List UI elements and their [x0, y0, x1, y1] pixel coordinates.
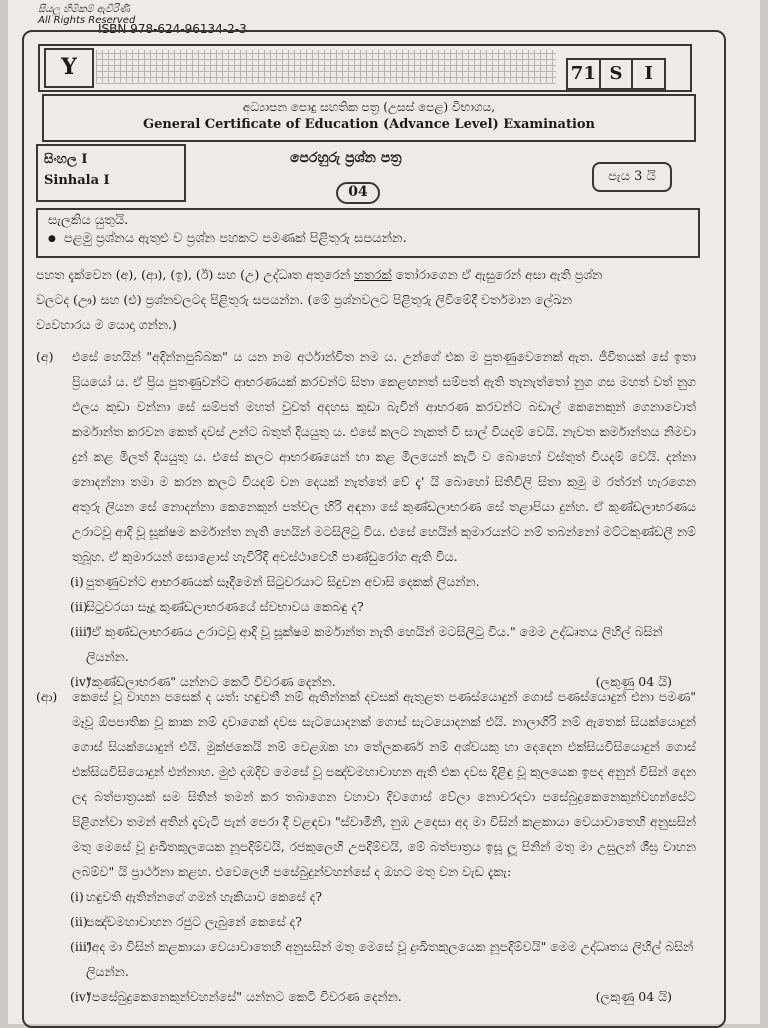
question-number: (ii) [70, 599, 88, 614]
question-item [36, 594, 696, 619]
subject-si: සිංහල I [44, 152, 88, 167]
question-item [36, 984, 696, 1009]
logo-icon: Y [44, 48, 94, 88]
question-text: "ඒ කුණ්ඩලාභරණය උරාටවූ ආදි වූ සූක්ෂම කර්මාන්ත නැති හෙයින් මටසිලිටු විය." මෙම උද්ධෘතය ලිහිල් බසින් ලියන්න. [86, 624, 663, 664]
instructions-line: ව්‍යවහාරය ම යොදා ගන්න.) [36, 317, 177, 332]
section-label: (අ) [36, 349, 54, 364]
exam-title-en: General Certificate of Education (Advance Level) Examination [142, 117, 596, 132]
duration: පැය 3 යි [592, 162, 672, 192]
question-number: (i) [70, 889, 84, 904]
subject-box [36, 144, 186, 202]
paper-number: 04 [336, 182, 380, 204]
exam-title-si: අධ්‍යාපන පොදු සහතික පත්‍ර (උසස් පෙළ) විභාගය, [242, 100, 496, 114]
question-number: (ii) [70, 914, 88, 929]
question-text: පුතණුවන්ට ආභරණයක් සෑදීමෙන් සිටුවරයාට සිදුවන අවාසි දෙකක් ලියන්න. [86, 574, 480, 589]
paper-code [566, 58, 666, 90]
question-text: පඤ්චමහාවාහන රජුට ලැබුනේ කෙසේ ද? [86, 914, 302, 929]
question-text: "කුණ්ඩලාභරණ" යන්නට කෙටි විවරණ දෙන්න. [86, 674, 336, 689]
question-number: (iii) [70, 624, 92, 639]
instructions-text: තෝරාගෙන ඒ ඇසුරෙන් අසා ඇති ප්‍රශ්න [391, 267, 603, 282]
question-number: (iii) [70, 939, 92, 954]
code-part: 71 [568, 60, 601, 88]
section-aa [36, 684, 696, 1009]
question-text: "අද මා විසින් කළකායා වෙයාවාතෙහි අනුසසින් මතු මෙසේ වූ දුඃඛිතකුලයෙක නූපදිම්වයි" මෙම උද්ධෘතය ලිහිල් බසින් ලියන්න. [86, 939, 694, 979]
question-item [36, 569, 696, 594]
copyright-en: All Rights Reserved [38, 15, 136, 26]
decorative-pattern [96, 50, 556, 84]
question-text: හඳුවති ඇතින්නගේ ගමන් හැකියාව කෙසේ ද? [86, 889, 323, 904]
question-number: (i) [70, 574, 84, 589]
question-text: සිටුවරයා සෑදූ කුණ්ඩලාභරණයේ ස්වභාවය කෙබඳු ද? [86, 599, 364, 614]
notes-text: පළමු ප්‍රශ්නය ඇතුළු ව ප්‍රශ්න පහකට පමණක් පිළිතුරු සපයන්න. [63, 231, 407, 246]
copyright-block [38, 4, 247, 36]
question-item [36, 909, 696, 934]
isbn: ISBN 978-624-96134-2-3 [98, 22, 247, 36]
question-text: "පසේබුදුකෙනෙකුන්වහන්සේ" යන්නට කෙටි විවරණ දෙන්න. [86, 989, 402, 1004]
question-number: (iv) [70, 674, 91, 689]
notes-line [48, 231, 698, 246]
section-label: (ආ) [36, 689, 58, 704]
subject-en: Sinhala I [44, 173, 110, 188]
instructions-line: වලටද (ඌ) සහ (එ) ප්‍රශ්නවලටද පිළිතුරු සපයන්න. (මේ ප්‍රශ්නවලට පිළිතුරු ලිවීමේදී වර්තමාන ලේඛන [36, 292, 573, 307]
instructions-emphasis: හතරක් [354, 267, 392, 282]
section-passage: එසේ හෙයින් "අදින්නපුබ්බක" ය යන නම අර්ථාන්විත නම ය. උන්ගේ එක ම පුතණුවෙනෙක් ඇත. ජීවිතයක් සේ ඉතා ප්‍රියයෝ ය. ඒ ප්‍රිය පුතණුවන්ට ආභරණයක් කරවන්ට සිතා කෙළඟනත් සම්පත් ඇති තැනැත්තෝ නුග ගස මහත් වත් නුග ඵලය කුඩා වන්නා සේ සම්පත් මහත් වුවත් අදහස කුඩා බැවින් ආභරණ කරවන්ට බඩාල් කෙනෙකුන් ගෙනාවොත් කර්මාන්ත කරවන කෙත් දවස් උන්ට බතුත් දියයුතු ය. එසේ කලට නැකත් වී සාල් වියදම් වෙයි. නැවත කර්මාන්තය නිමවා දුන් කළ මිලත් දියයුතු ය. එසේ කලට ආභරණයෙන් හා කළ මිලයෙන් කැටි ව බොහෝ වස්තුත් වියදම් වෙයි. දන්නා නොදන්නා තමා ම කරන කලට වියදම් වන දෙයක් නැත්තේ වේ දැ' යි බොහෝ සිතිවිලි සිතා කුමු ම රත්රන් හැරගෙන අතුරු ලියන සේ නොදන්නා කෙනෙකුන් පත්වල හිරි අඳනා සේ කුණ්ඩලාභරණ සේ තළාපියා දුන්හ. ඒ කුණ්ඩලාභරණය උරාටවූ ආදි වූ සූක්ෂම කර්මාන්ත නැති හෙයින් මටසිලිටු විය. එසේ හෙයින් කුමාරයන්ට නම් තබන්නෝ මට්ටකුණ්ඩලී නම් තුබූහ. ඒ කුමාරයන් සොළොස් හැවිරිදි අවස්ථාවෙහි පාණ්ඩුරෝග ඇති විය. [72, 349, 696, 564]
code-part: I [644, 63, 653, 84]
instructions-text: පහත දැක්වෙන (අ), (ආ), (ඉ), (ඊ) සහ (උ) උද්ධෘත අතුරෙන් [36, 267, 354, 282]
question-item [36, 934, 696, 984]
code-part: S [601, 60, 634, 88]
notes-title: සැලකිය යුතුයි. [48, 213, 129, 228]
section-a [36, 344, 696, 694]
instructions-line [36, 262, 696, 287]
marks-label: (ලකුණු 04 යි) [595, 989, 672, 1004]
question-number: (iv) [70, 989, 91, 1004]
instructions [36, 262, 696, 337]
question-item [36, 619, 696, 669]
question-item [36, 884, 696, 909]
paper-type: පෙරහුරු ප්‍රශ්න පත්‍ර [290, 150, 402, 166]
marks-label: (ලකුණු 04 යි) [595, 674, 672, 689]
notes-box [36, 208, 700, 258]
bullet-icon: ● [48, 233, 56, 244]
section-passage: කෙසේ වූ වාහන පසෙක් ද යත්: හඳුවතී නම් ඇතින්නක් දවසක් ඇතුළත පණස්යොදුන් ගොස් පණස්යොදුන් එනා පමණ" මෑවූ ඕපපාතික වූ කාක නම් දාවාගෙක් දවස සැටයොදනක් ගොස් සැටයොදනක් එයි. නාලාගිරි නම් ඇතෙක් සියක්යොදුන් ගොස් සියක්යොදුන් එයි. මුක්ජකෙයි නම් වෙළඹක හා තේලකර්ණ නම් අශ්වයකු හා දෙදෙන එක්සියවිසියොදුන් ගොස් එක්සියවිසියොදුන් එන්නාහ. මුළු දඹදිව මෙසේ වූ පඤ්චමහාවාහන ඇති එක දවස දිළිඳු වූ කුලයෙක ඉපද අනුන් විසින් දෙන ලද බත්පාත්‍රයක් සම සිතින් තමන් කර තබාගෙන වහාවා දිවගොස් වේලා නොවරදවා පසේබුදුකෙනෙකුන්වහන්සේට පිළිගන්වා තමන් අතින් දැවැටි පැන් පෙරා දී වළඳවා "ස්වාමීනි, නුඹ උදෙසා අද මා විසින් කළකායා වෙයාවාතෙහි අනුසසින් මතු මෙසේ වූ දුඃඛිතකුලයෙක නූපදිම්වයි, රජකුලෙහි උපදිම්වයි, මේ බත්පාත්‍රය ඉසූ ලූ පිනින් මතු මා උසුලන් ශීඝ්‍ර වාහන ලබම්ව" යි ප්‍රාර්ථනා කළහ. එවෙලෙහි පසේබුදුන්වහන්සේ ද ඔහට මතු වන වැඩ දැකැ: [72, 689, 696, 879]
copyright-si: සියලු හිමිකම් ඇවිරිණි [38, 4, 130, 15]
exam-title-box [42, 94, 696, 142]
